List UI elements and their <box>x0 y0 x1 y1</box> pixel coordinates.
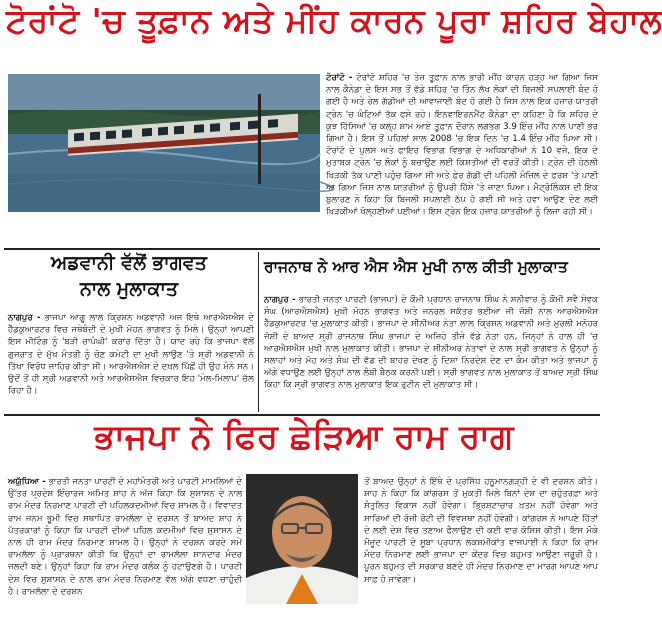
story3-body <box>264 294 598 412</box>
story2-body <box>8 312 254 412</box>
story1-text: ਟੋਰਾਂਟੋ ਸ਼ਹਿਰ 'ਚ ਤੇਜ਼ ਤੂਫ਼ਾਨ ਨਾਲ ਭਾਰੀ ਮੀਂਹ ਕਾਰਨ ਹੜ੍ਹ ਆ ਗਿਆ ਜਿਸ ਨਾਲ ਕੈਨੇਡਾ ਦੇ ਇਸ ਸਭ ਤੋਂ ਵੱਡੇ ਸ਼ਹਿਰ 'ਚ ਤਿੰਨ ਲੱਖ ਲੋਕਾਂ ਦੀ ਬਿਜਲੀ ਸਪਲਾਈ ਬੰਦ ਹੋ ਗਈ ਹੈ ਅਤੇ ਰੇਲ ਗੱਡੀਆਂ ਦੀ ਆਵਾਜਾਈ ਬੰਦ ਹੋ ਗਈ ਹੈ ਜਿਸ ਨਾਲ ਇਕ ਹਜ਼ਾਰ ਯਾਤਰੀ ਟ੍ਰੇਨ 'ਚ ਘੰਟਿਆਂ ਤੱਕ ਫਸੇ ਰਹੇ। ਇਨਵਾਇਰਨਮੈਂਟ ਕੈਨੇਡਾ ਦਾ ਕਹਿਣਾ ਹੈ ਕਿ ਸ਼ਹਿਰ ਦੇ ਕੁਝ ਹਿੱਸਿਆਂ 'ਚ ਕਲ੍ਹ ਸ਼ਾਮ ਆਏ ਤੂਫ਼ਾਨ ਦੌਰਾਨ ਲਗਭਗ 3.9 ਇੰਚ ਮੀਂਹ ਨਾਲ ਪਾਣੀ ਭਰ ਗਿਆ ਹੈ। ਇਸ ਤੋਂ ਪਹਿਲਾਂ ਸਾਲ 2008 'ਚ ਇਕ ਦਿਨ 'ਚ 1.4 ਇੰਚ ਮੀਂਹ ਪਿਆ ਸੀ। ਟੋਰਾਂਟੋ ਦੇ ਪੁਲਸ ਅਤੇ ਫਾਇਰ ਵਿਭਾਗ ਵਿਭਾਗ ਦੇ ਅਧਿਕਾਰੀਆਂ ਨੇ 10 ਵਜੇ, ਇਕ ਦੇ ਮੁਤਾਬਕ ਟ੍ਰੇਨ 'ਚ ਲੋਕਾਂ ਨੂੰ ਬਚਾਉਣ ਲਈ ਕਿਸ਼ਤੀਆਂ ਦੀ ਵਰਤੋਂ ਕੀਤੀ। ਟ੍ਰੇਨ ਦੀ ਹੇਠਲੀ ਖਿੜਕੀ ਤੱਕ ਪਾਣੀ ਪਹੁੰਚ ਗਿਆ ਸੀ ਅਤੇ ਫੇਰ ਗੱਡੀ ਦੀ ਪਹਿਲੀ ਮੰਜ਼ਿਲ ਦੇ ਫਰਸ਼ 'ਤੇ ਪਾਣੀ ਆ ਗਿਆ ਜਿਸ ਨਾਲ ਯਾਤਰੀਆਂ ਨੂੰ ਉਪਰੀ ਹਿੱਸੇ 'ਤੇ ਜਾਣਾ ਪਿਆ। ਮੈਟ੍ਰੋਲਿੰਕਸ ਦੀ ਇਕ ਬੁਲਾਰਣ ਨੇ ਕਿਹਾ ਕਿ ਬਿਜਲੀ ਸਪਲਾਈ ਠੱਪ ਹੋ ਗਈ ਸੀ ਅਤੇ ਹਵਾ ਆਉਣ ਦੇਣ ਲਈ ਖਿੜਕੀਆਂ ਖੋਲ੍ਹਣੀਆਂ ਪਈਆਂ। ਇਸ ਟ੍ਰੇਨ ਇਕ ਹਜ਼ਾਰ ਯਾਤਰੀਆਂ ਨੂੰ ਲਿਜਾ ਰਹੀ ਸੀ। <box>326 73 598 218</box>
story2-headline-line1: ਅਡਵਾਨੀ ਵੱਲੋਂ ਭਾਗਵਤ <box>51 252 207 274</box>
story2-dateline: ਨਾਗਪੁਰ - <box>8 313 41 323</box>
story4-dateline: ਅਯੁੱਧਿਆ - <box>8 477 46 487</box>
story2-text: ਭਾਜਪਾ ਆਗੂ ਲਾਲ ਕ੍ਰਿਸ਼ਨ ਅਡਵਾਨੀ ਅਜ ਇਥੇ ਆਰਐਸਐਸ ਦੇ ਹੈੱਡਕੁਆਰਟਰ ਵਿਚ ਜਥੇਬੰਦੀ ਦੇ ਮੁਖੀ ਮੋਹਨ ਭਾਗਵਤ ਨੂੰ ਮਿਲੇ। ਉਨ੍ਹਾਂ ਆਪਣੀ ਇਸ ਮੀਟਿੰਗ ਨੂੰ 'ਬੜੀ ਚਾਪੰਘੀ' ਕਰਾਰ ਦਿੱਤਾ ਹੈ। ਯਾਦ ਰਹੇ ਕਿ ਭਾਜਪਾ ਵੱਲੋਂ ਗੁਜਰਾਤ ਦੇ ਮੁੱਖ ਮੰਤਰੀ ਨੂੰ ਚੋਣ ਕਮੇਟੀ ਦਾ ਮੁਖੀ ਲਾਉਣ 'ਤੇ ਸ੍ਰੀ ਅਡਵਾਨੀ ਨੇ ਤਿੱਖਾ ਵਿਰੋਧ ਜ਼ਾਹਿਰ ਕੀਤਾ ਸੀ। ਆਰਐਸਐਸ ਦੇ ਦਖ਼ਲ ਪਿੱਛੋਂ ਹੀ ਉਹ ਮੰਨੇ ਸਨ। ਉਦੋਂ ਤੋਂ ਹੀ ਸ੍ਰੀ ਅਡਵਾਨੀ ਅਤੇ ਆਰਐਸਐਸ ਵਿਚਕਾਰ ਇਹ 'ਮੇਲ-ਮਿਲਾਪ' ਚੱਲ ਰਿਹਾ ਹੈ। <box>8 313 254 397</box>
story3-dateline: ਨਾਗਪੁਰ - <box>264 295 296 305</box>
story1-dateline: ਟੋਰਾਂਟੋ - <box>326 73 353 83</box>
story4-headline: ਭਾਜਪਾ ਨੇ ਫਿਰ ਛੇੜਿਆ ਰਾਮ ਰਾਗ <box>94 417 514 457</box>
story3-text: ਭਾਰਤੀ ਜਨਤਾ ਪਾਰਟੀ (ਭਾਜਪਾ) ਦੇ ਕੌਮੀ ਪ੍ਰਧਾਨ ਰਾਜਨਾਥ ਸਿੰਘ ਨੇ ਸ਼ਨੀਵਾਰ ਨੂੰ ਕੌਮੀ ਸਵੈ ਸੇਵਕ ਸੰਘ (ਆਰਐਸਐਸ) ਮੁਖੀ ਮੋਹਨ ਭਾਗਵਤ ਅਤੇ ਜਨਰਲ ਸਕੱਤਰ ਭਈਆ ਜੀ ਜੋਸ਼ੀ ਨਾਲ ਆਰਐਸਐਸ ਹੈੱਡਕੁਆਰਟਰ 'ਚ ਮੁਲਾਕਾਤ ਕੀਤੀ। ਭਾਜਪਾ ਦੇ ਸੀਨੀਅਰ ਨੇਤਾ ਲਾਲ ਕ੍ਰਿਸ਼ਨ ਅਡਵਾਨੀ ਅਤੇ ਮੁਰਲੀ ਮਨੋਹਰ ਜੋਸ਼ੀ ਦੇ ਬਾਅਦ ਸ੍ਰੀ ਰਾਜਨਾਥ ਸਿੰਘ ਭਾਜਪਾ ਦੇ ਅਜਿਹੇ ਤੀਜੇ ਵੱਡੇ ਨੇਤਾ ਹਨ, ਜਿਨ੍ਹਾਂ ਨੇ ਹਾਲ ਹੀ 'ਚ ਆਰਐਸਐਸ ਮੁਖੀ ਨਾਲ ਮੁਲਾਕਾਤ ਕੀਤੀ। ਭਾਜਪਾ ਦੇ ਸੀਨੀਅਰ ਨੇਤਾਵਾਂ ਦੇ ਨਾਲ ਸ੍ਰੀ ਭਾਗਵਤ ਨੇ ਉਨ੍ਹਾਂ ਨੂੰ ਸਲਾਹਾਂ ਅਤੇ ਮੋਹ ਅਤੇ ਸੰਘ ਦੀ ਵੱਡ ਦੀ ਬਾਹਰ ਦੇਖਣ ਨੂੰ ਦਿਸ਼ਾ ਨਿਰਦੇਸ਼ ਦੇਣ ਦਾ ਕੰਮ ਕੀਤਾ ਅਤੇ ਭਾਜਪਾ ਨੂੰ ਅੱਗੇ ਵਧਾਉਣ ਲਈ ਉਨ੍ਹਾਂ ਨਾਲ ਲੰਬੀ ਬੈਠਕ ਕਰਨੀ ਪਈ। ਸ੍ਰੀ ਭਾਗਵਤ ਨਾਲ ਮੁਲਾਕਾਤ ਤੋਂ ਬਾਅਦ ਸ੍ਰੀ ਸਿੰਘ ਕਿਹਾ ਕਿ ਸ੍ਰੀ ਭਾਗਵਤ ਨਾਲ ਮੁਲਾਕਾਤ ਇਕ ਰੁਟੀਨ ਦੀ ਮੁਲਾਕਾਤ ਸੀ। <box>264 295 598 391</box>
flooded-train-illustration <box>8 74 320 212</box>
story4-body-left <box>8 476 242 612</box>
portrait-illustration <box>246 474 358 604</box>
divider-vertical <box>258 252 259 412</box>
story4-body-right <box>364 476 598 612</box>
amit-shah-portrait-photo <box>246 474 358 604</box>
divider-middle <box>4 414 600 416</box>
flooded-train-photo <box>8 74 320 212</box>
story4-text-right: ਤੋਂ ਬਾਅਦ ਉਨ੍ਹਾਂ ਨੇ ਇੱਥੇ ਦੇ ਪ੍ਰਸਿੱਧ ਹਨੂਮਾਨਗੜ੍ਹੀ ਦੇ ਵੀ ਦਰਸ਼ਨ ਕੀਤੇ। ਸ਼ਾਹ ਨੇ ਕਿਹਾ ਕਿ ਕਾਂਗਰਸ ਤੋਂ ਮੁਕਤੀ ਮਿਲੇ ਬਿਨਾਂ ਦੇਸ਼ ਦਾ ਚਹੁੰਤਰਫ਼ਾ ਅਤੇ ਸੰਤੁਲਿਤ ਵਿਕਾਸ ਨਹੀਂ ਹੋਵੇਗਾ। ਭ੍ਰਿਸ਼ਟਾਚਾਰ ਖ਼ਤਮ ਨਹੀਂ ਹੋਵੇਗਾ ਅਤੇ ਸਾਰਿਆਂ ਦੀ ਰੋਜ਼ੀ ਰੋਟੀ ਦੀ ਵਿਵਸਥਾ ਨਹੀਂ ਹੋਵੇਗੀ। ਕਾਂਗਰਸ ਨੇ ਆਪਣੇ ਹਿੱਤਾਂ ਦੇ ਲਈ ਦੇਸ਼ ਵਿਚ ਤਣਾਅ ਫੈਲਾਉਣ ਦੀ ਕਈ ਵਾਰ ਕੋਸ਼ਿਸ਼ ਕੀਤੀ। ਇਸ ਮੌਕੇ ਮੌਜੂਦ ਪਾਰਟੀ ਦੇ ਸੂਬਾ ਪ੍ਰਧਾਨ ਲਕਸ਼ਮੀਕਾਂਤ ਵਾਜਪਾਈ ਨੇ ਕਿਹਾ ਕਿ ਰਾਮ ਮੰਦਰ ਨਿਰਮਾਣ ਲਈ ਭਾਜਪਾ ਦਾ ਕੇਂਦਰ ਵਿਚ ਬਹੁਮਤ ਆਉਣਾ ਜ਼ਰੂਰੀ ਹੈ। ਪੂਰਨ ਬਹੁਮਤ ਦੀ ਸਰਕਾਰ ਬਣਦੇ ਹੀ ਮੰਦਰ ਨਿਰਮਾਣ ਦਾ ਮਾਰਗ ਆਪਣੇ ਆਪ ਸਾਫ਼ ਹੋ ਜਾਵੇਗਾ। <box>364 477 598 585</box>
story1-body-right <box>326 72 598 218</box>
story1-headline: ਟੋਰਾਂਟੋ 'ਚ ਤੂਫ਼ਾਨ ਅਤੇ ਮੀਂਹ ਕਾਰਨ ਪੂਰਾ ਸ਼ਹਿਰ ਬੇਹਾਲ <box>6 1 662 40</box>
story4-text-left: ਭਾਰਤੀ ਜਨਤਾ ਪਾਰਟੀ ਦੇ ਮਹਾਂਮੰਤਰੀ ਅਤੇ ਪਾਰਟੀ ਮਾਮਲਿਆਂ ਦੇ ਉੱਤਰ ਪ੍ਰਦੇਸ਼ ਇੰਚਾਰਜ ਅਮਿਤ ਸ਼ਾਹ ਨੇ ਅੱਜ ਕਿਹਾ ਕਿ ਸੁਸ਼ਾਸਨ ਦੇ ਨਾਲ ਰਾਮ ਮੰਦਰ ਨਿਰਮਾਣ ਪਾਰਟੀ ਦੀ ਪਹਿਲਕਦਮੀਆਂ ਵਿਚ ਸ਼ਾਮਲ ਹੈ। ਵਿਵਾਦਤ ਰਾਮ ਜਨਮ ਭੂਮੀ ਵਿਚ ਸਥਾਪਿਤ ਰਾਮਲੱਲਾ ਦੇ ਦਰਸ਼ਨ ਤੋਂ ਬਾਅਦ ਸ਼ਾਹ ਨੇ ਪੱਤਰਕਾਰਾਂ ਨੂੰ ਕਿਹਾ ਕਿ ਪਾਰਟੀ ਦੀਆਂ ਪਹਿਲ ਕਦਮੀਆਂ ਵਿਚ ਸੁਸ਼ਾਸਨ ਦੇ ਨਾਲ ਹੀ ਰਾਮ ਮੰਦਰ ਨਿਰਮਾਣ ਸ਼ਾਮਲ ਹੈ। ਉਨ੍ਹਾਂ ਨੇ ਦਰਸ਼ਨ ਕਰਦੇ ਸਮੇਂ ਰਾਮਲੱਲਾ ਨੂੰ ਪ੍ਰਾਰਥਨਾ ਕੀਤੀ ਕਿ ਉਨ੍ਹਾਂ ਦਾ ਰਾਮਲੱਲਾ ਸ਼ਾਨਦਾਰ ਮੰਦਰ ਜਲਦੀ ਬਣੇ। ਉਨ੍ਹਾਂ ਕਿਹਾ ਕਿ ਰਾਮ ਮੰਦਰ ਕਲੰਕ ਨੂੰ ਹਟਾਉਣਗੇ ਹੈ। ਪਾਰਟੀ ਦੇਸ਼ ਵਿਚ ਸੁਸ਼ਾਸਨ ਦੇ ਨਾਲ ਰਾਮ ਮੰਦਰ ਨਿਰਮਾਣ ਵੱਲ ਅੱਗੇ ਵਧਣਾ ਚਾਹੁੰਦੀ ਹੈ। ਰਾਮਲੱਲਾ ਦੇ ਦਰਸ਼ਨ <box>8 477 242 597</box>
story2-headline-line2: ਨਾਲ ਮੁਲਾਕਾਤ <box>79 278 179 300</box>
story3-headline: ਰਾਜਨਾਥ ਨੇ ਆਰ ਐਸ ਐਸ ਮੁਖੀ ਨਾਲ ਕੀਤੀ ਮੁਲਾਕਾਤ <box>264 258 568 276</box>
divider-top <box>4 248 600 250</box>
